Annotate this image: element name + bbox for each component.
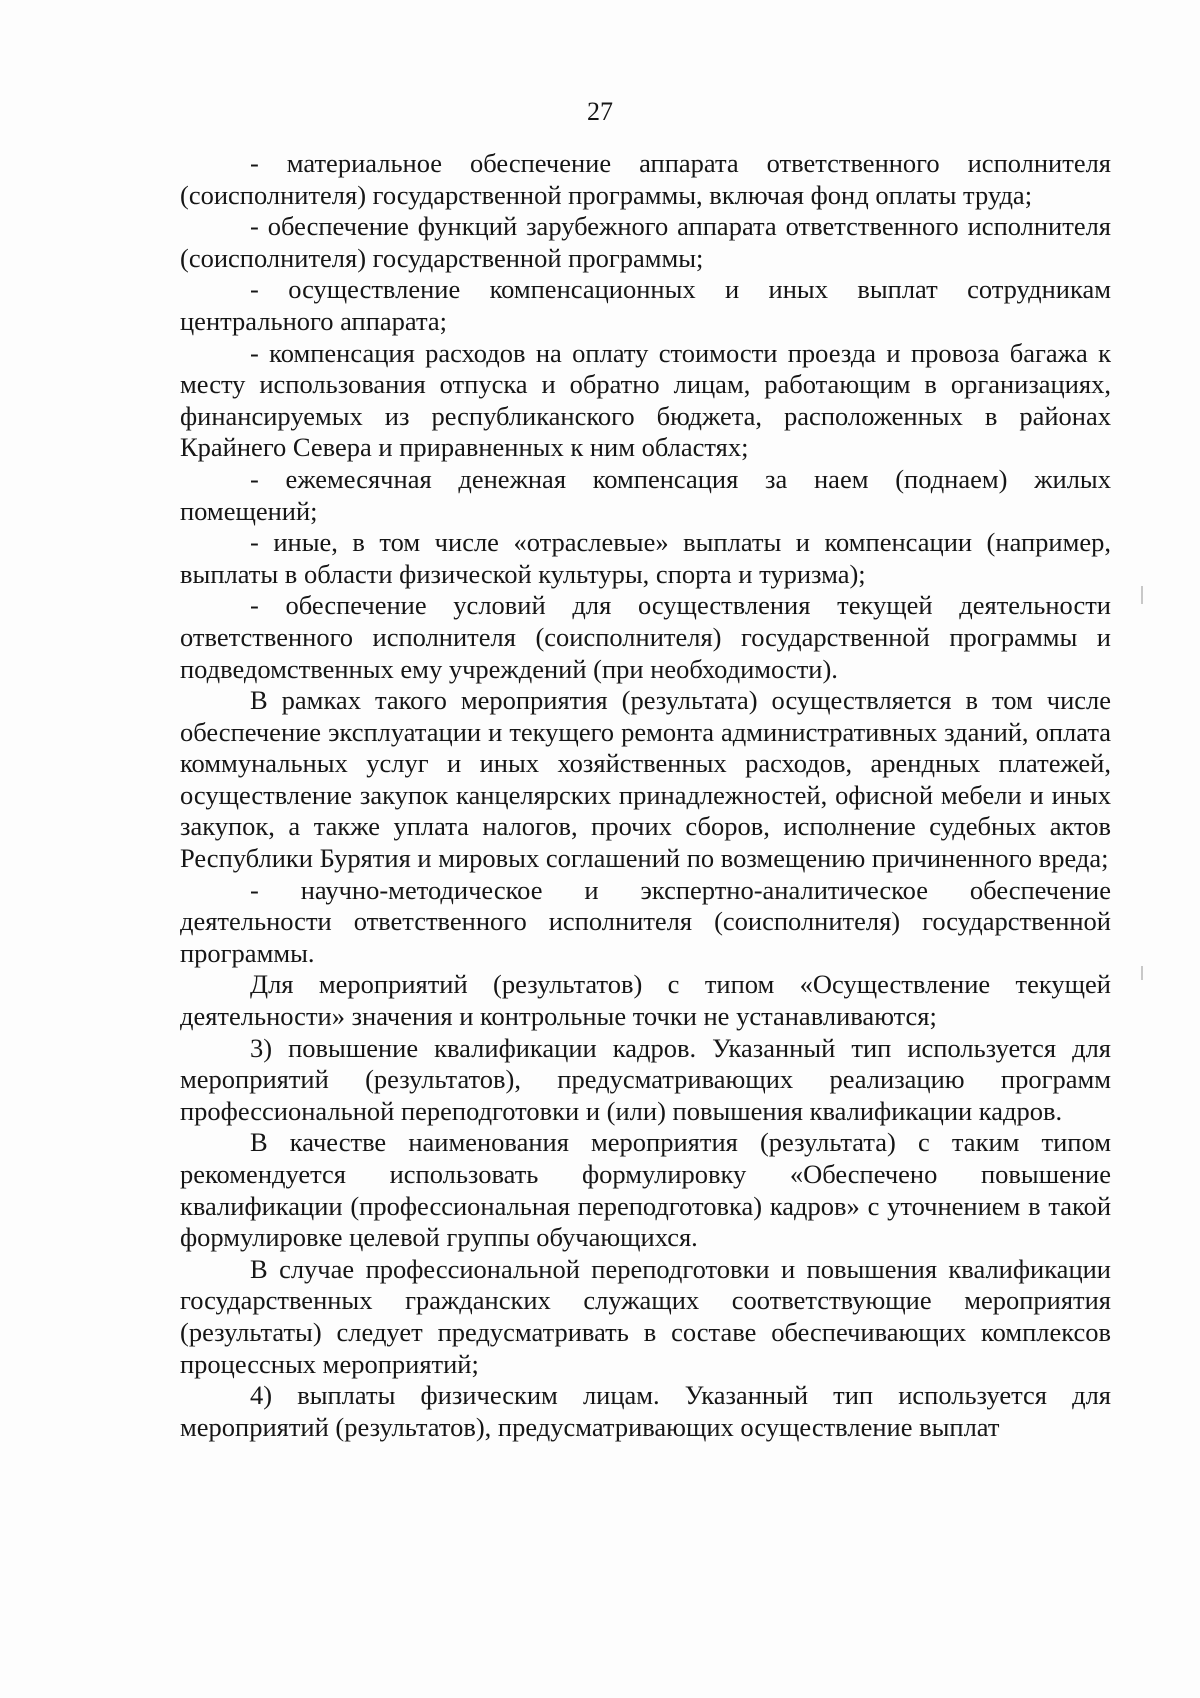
- paragraph-measure-name: В качестве наименования мероприятия (результата) с таким типом рекомендуется использовать формулировку «Обеспечено повышение квалификации (профессиональная переподготовка) кадров» с уточнением в такой формулировке целевой группы обучающихся.: [180, 1127, 1111, 1253]
- paragraph-staff-training: 3) повышение квалификации кадров. Указанный тип используется для мероприятий (результатов), предусматривающих реализацию программ профессиональной переподготовки и (или) повышения квалификации кадров.: [180, 1032, 1111, 1126]
- page-number: 27: [587, 97, 613, 126]
- paragraph-scientific-support: - научно-методическое и экспертно-аналитическое обеспечение деятельности ответственного исполнителя (соисполнителя) государственной программы.: [180, 874, 1111, 968]
- paragraph-compensation-payments: - осуществление компенсационных и иных выплат сотрудникам центрального аппарата;: [180, 274, 1111, 336]
- paragraph-foreign-apparatus: - обеспечение функций зарубежного аппарата ответственного исполнителя (соисполнителя) государственной программы;: [180, 211, 1111, 273]
- document-body: [180, 148, 1111, 1443]
- paragraph-payments-individuals: 4) выплаты физическим лицам. Указанный тип используется для мероприятий (результатов), предусматривающих осуществление выплат: [180, 1380, 1111, 1442]
- paragraph-within-measure: В рамках такого мероприятия (результата) осуществляется в том числе обеспечение эксплуатации и текущего ремонта административных зданий, оплата коммунальных услуг и иных хозяйственных расходов, арендных платежей, осуществление закупок канцелярских принадлежностей, офисной мебели и иных закупок, а также уплата налогов, прочих сборов, исполнение судебных актов Республики Бурятия и мировых соглашений по возмещению причиненного вреда;: [180, 685, 1111, 874]
- scan-margin-mark: [1141, 966, 1143, 980]
- paragraph-travel-compensation: - компенсация расходов на оплату стоимости проезда и провоза багажа к месту использования отпуска и обратно лицам, работающим в организациях, финансируемых из республиканского бюджета, расположенных в районах Крайнего Севера и приравненных к ним областях;: [180, 337, 1111, 463]
- paragraph-no-values: Для мероприятий (результатов) с типом «Осуществление текущей деятельности» значения и контрольные точки не устанавливаются;: [180, 969, 1111, 1032]
- paragraph-housing-compensation: - ежемесячная денежная компенсация за наем (поднаем) жилых помещений;: [180, 463, 1111, 526]
- paragraph-other-payments: - иные, в том числе «отраслевые» выплаты и компенсации (например, выплаты в области физической культуры, спорта и туризма);: [180, 527, 1111, 589]
- paragraph-material-support: - материальное обеспечение аппарата ответственного исполнителя (соисполнителя) государственной программы, включая фонд оплаты труда;: [180, 148, 1111, 210]
- paragraph-civil-servants: В случае профессиональной переподготовки и повышения квалификации государственных гражданских служащих соответствующие мероприятия (результаты) следует предусматривать в составе обеспечивающих комплексов процессных мероприятий;: [180, 1253, 1111, 1379]
- scan-margin-mark: [1141, 586, 1143, 604]
- paragraph-current-activity-conditions: - обеспечение условий для осуществления текущей деятельности ответственного исполнителя (соисполнителя) государственной программы и подведомственных ему учреждений (при необходимости).: [180, 590, 1111, 684]
